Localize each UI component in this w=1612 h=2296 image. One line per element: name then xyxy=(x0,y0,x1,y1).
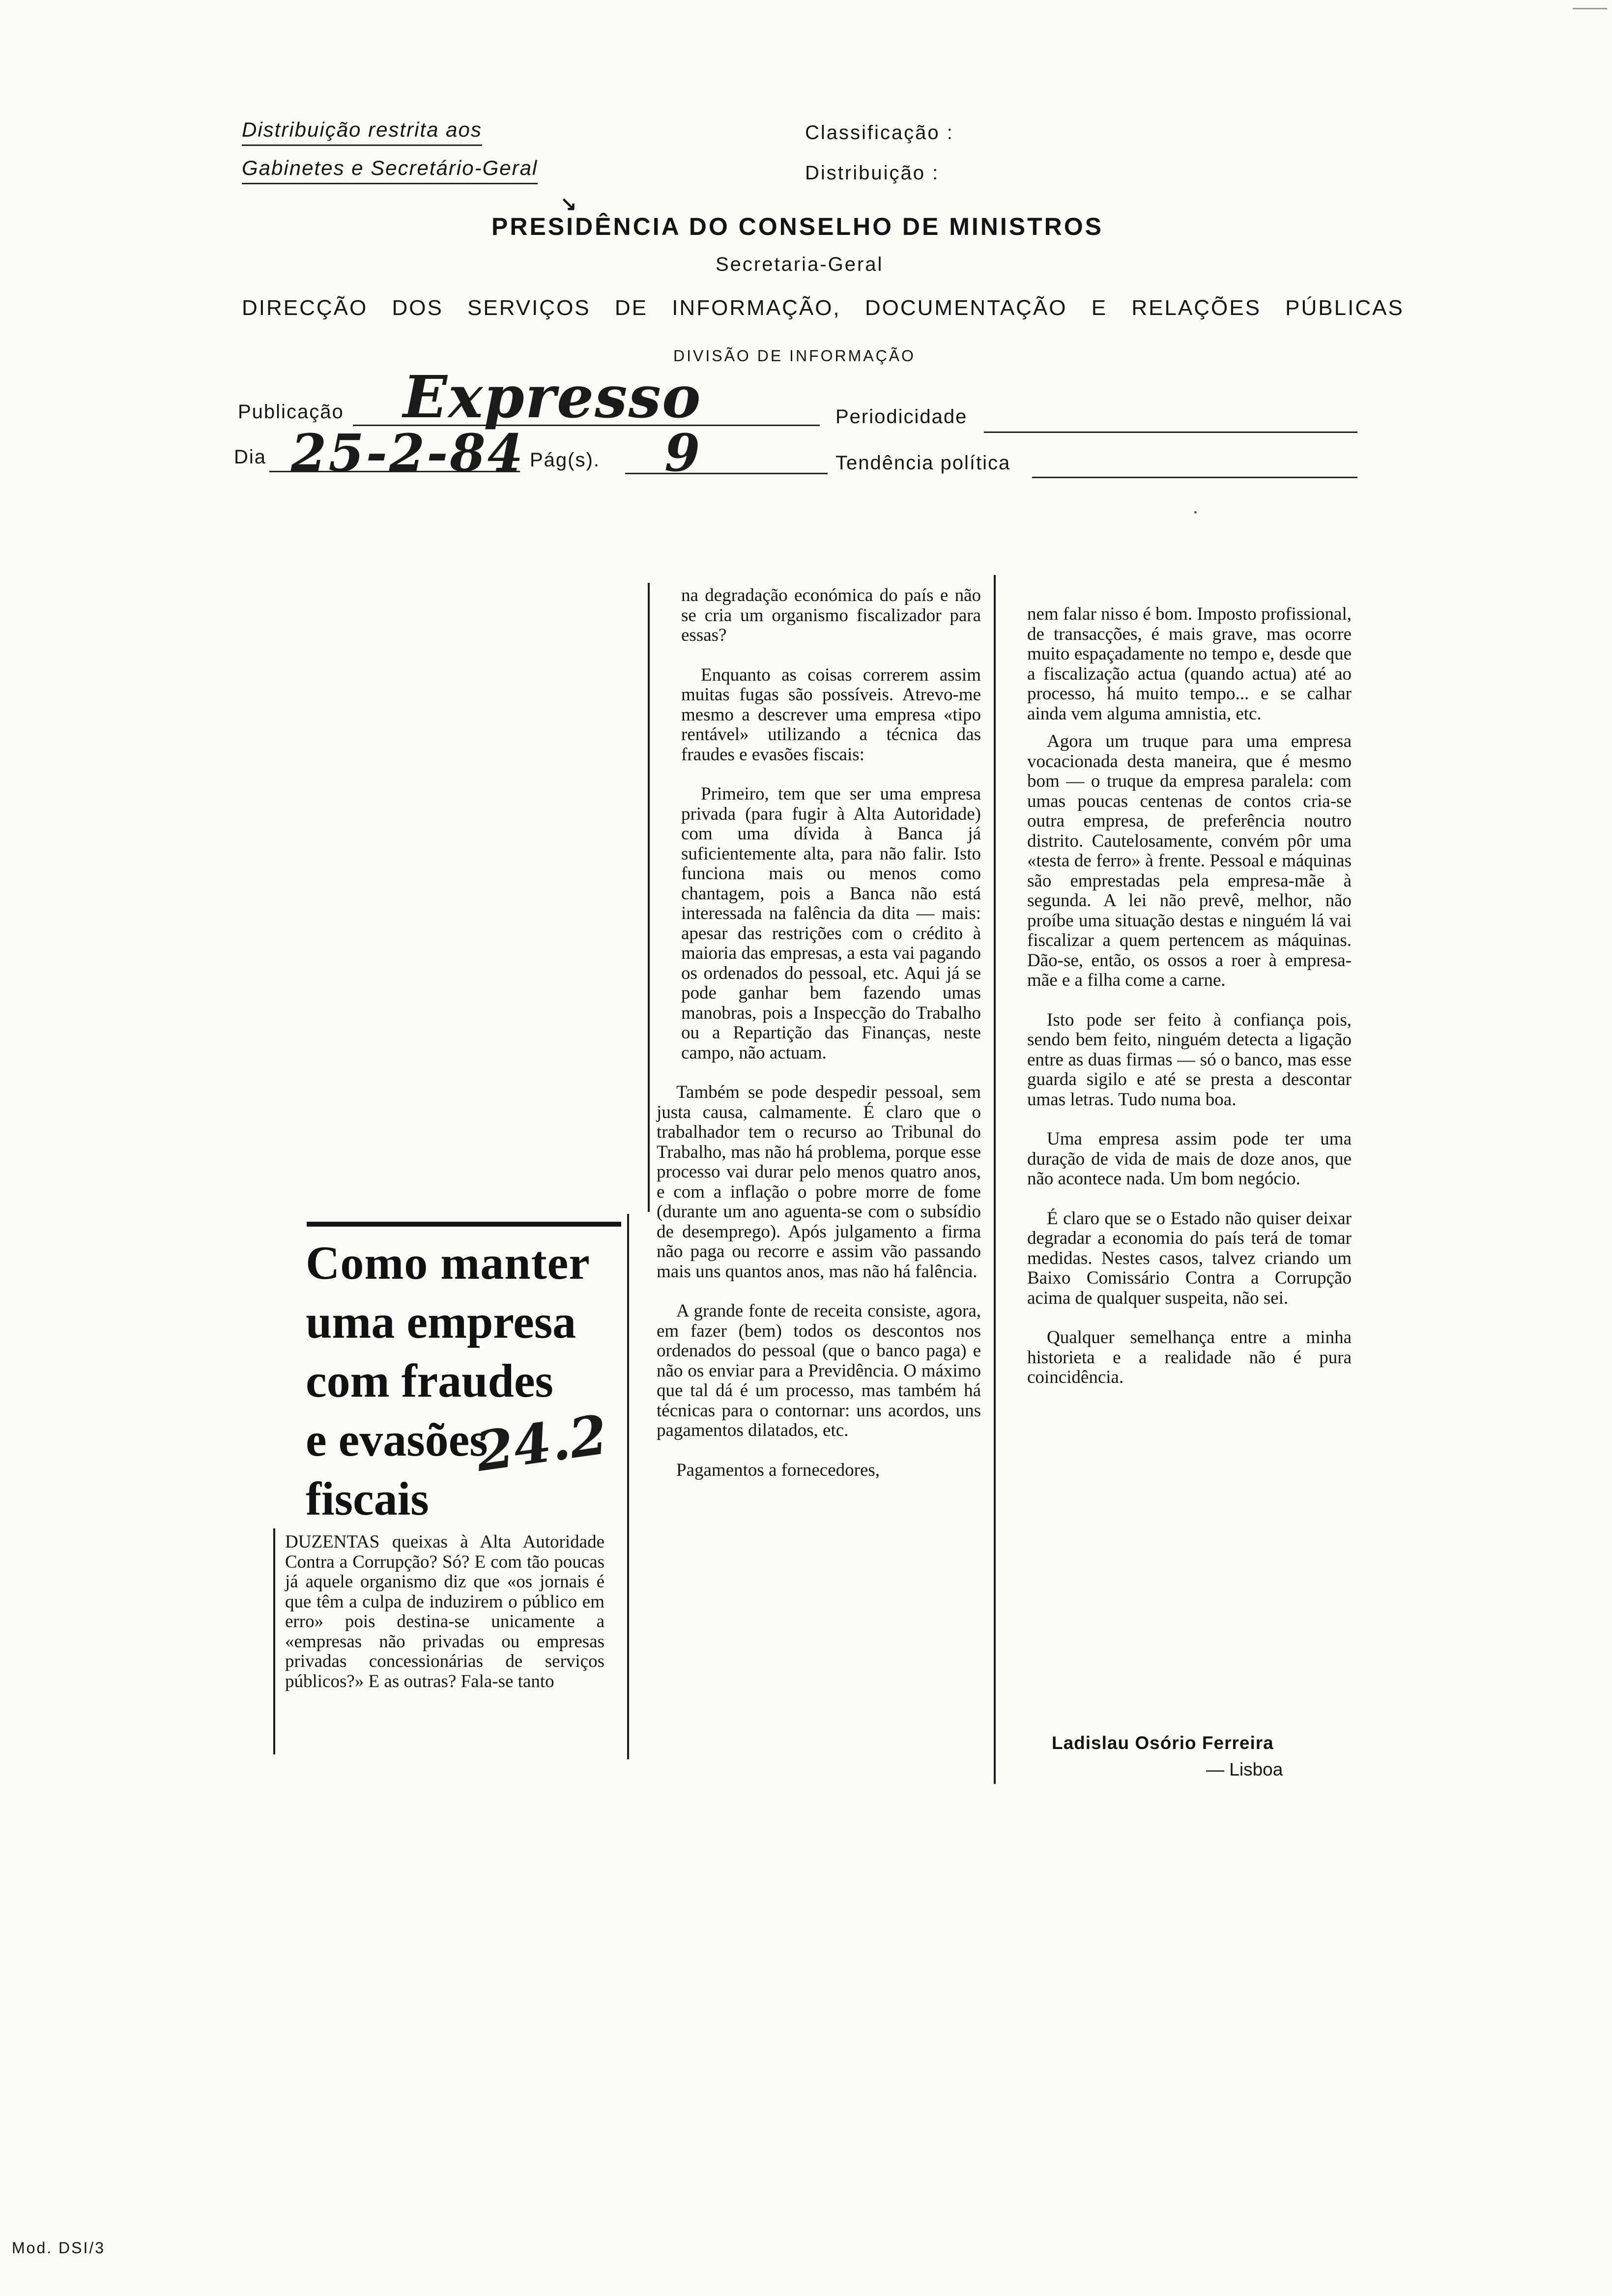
headline-line-4: e evasões xyxy=(306,1413,488,1466)
pags-label: Pág(s). xyxy=(530,449,600,471)
article-column-1 xyxy=(285,1532,604,1711)
column-2-paragraph-2: Enquanto as coisas correrem assim muitas fugas são possíveis. Atrevo-me mesmo a descrever uma empresa «tipo rentável» utilizando a técnica das fraudes e evasões fiscais: xyxy=(681,664,981,765)
divisao-informacao: DIVISÃO DE INFORMAÇÃO xyxy=(673,347,916,365)
article-column-3 xyxy=(1027,604,1352,1407)
pags-handwritten: 9 xyxy=(664,423,700,483)
pags-line xyxy=(625,473,828,474)
restricted-distribution-line-2: Gabinetes e Secretário-Geral xyxy=(242,156,538,184)
form-model-code: Mod. DSI/3 xyxy=(12,2239,106,2257)
column-rule-3 xyxy=(994,575,996,1784)
direccao-line: DIRECÇÃO DOS SERVIÇOS DE INFORMAÇÃO, DOCUMENTAÇÃO E RELAÇÕES PÚBLICAS xyxy=(242,296,1404,320)
distribuicao-label: Distribuição : xyxy=(805,162,940,184)
dia-handwritten: 25-2-84 xyxy=(291,423,525,483)
headline-line-5: fiscais xyxy=(306,1472,429,1525)
secretaria-geral: Secretaria-Geral xyxy=(716,254,884,275)
scan-edge-mark xyxy=(1573,8,1607,9)
tendencia-line xyxy=(1032,477,1357,478)
column-2-paragraph-4: Também se pode despedir pessoal, sem justa causa, calmamente. É claro que o trabalhador tem o recurso ao Tribunal do Trabalho, mas não há problema, porque esse processo vai durar pelo menos quatro anos, e com a inflação o pobre morre de fome (durante um ano aguenta-se com o subsídio de desemprego). Após julgamento a firma não paga ou recorre e assim vão passando mais uns quantos anos, mas não há falência. xyxy=(657,1082,981,1282)
classificacao-label: Classificação : xyxy=(805,122,954,144)
column-3-paragraph-4: Uma empresa assim pode ter uma duração de vida de mais de doze anos, que não acontece nada. Um bom negócio. xyxy=(1027,1129,1352,1189)
presidencia-title: PRESIDÊNCIA DO CONSELHO DE MINISTROS xyxy=(491,213,1104,240)
dia-label: Dia xyxy=(234,446,267,468)
restricted-distribution-line-1: Distribuição restrita aos xyxy=(242,118,482,146)
column-3-paragraph-2: Agora um truque para uma empresa vocacionada desta maneira, que é mesmo bom — o truque da empresa paralela: com umas poucas centenas de contos cria-se outra empresa, de preferência noutro distrito. Cautelosamente, convém pôr uma «testa de ferro» à frente. Pessoal e máquinas são emprestadas pela empresa-mãe à segunda. A lei não prevê, melhor, não proíbe uma situação destas e ninguém lá vai fiscalizar a quem pertencem as máquinas. Dão-se, então, os ossos a roer à empresa-mãe e a filha come a carne. xyxy=(1027,731,1352,990)
column-3-paragraph-5: É claro que se o Estado não quiser deixar degradar a economia do país terá de tomar medidas. Nestes casos, talvez criando um Baixo Comissário Contra a Corrupção acima de qualquer suspeita, não sei. xyxy=(1027,1208,1352,1308)
periodicidade-line xyxy=(984,431,1357,433)
headline-line-3: com fraudes xyxy=(306,1354,553,1407)
column-2-paragraph-5: A grande fonte de receita consiste, agora, em fazer (bem) todos os descontos nos ordenados do pessoal (que o banco paga) e não os enviar para a Previdência. O máximo que tal dá é um processo, mas também há técnicas para o contornar: uns acordos, uns pagamentos dilatados, etc. xyxy=(657,1301,981,1440)
signature-name: Ladislau Osório Ferreira xyxy=(1052,1733,1274,1753)
periodicidade-label: Periodicidade xyxy=(835,406,968,428)
scan-speck xyxy=(1194,511,1197,514)
column-1-left-rule xyxy=(273,1528,275,1754)
signature-place: — Lisboa xyxy=(1206,1759,1283,1779)
column-1-paragraph: DUZENTAS queixas à Alta Autoridade Contra a Corrupção? Só? E com tão poucas já aquele organismo diz que «os jornais é que têm a culpa de induzirem o público em erro» pois destina-se unicamente a «empresas não privadas ou empresas privadas concessionárias de serviços públicos?» E as outras? Fala-se tanto xyxy=(285,1532,604,1692)
column-2-paragraph-6: Pagamentos a fornecedores, xyxy=(676,1460,880,1480)
tendencia-label: Tendência política xyxy=(835,452,1011,474)
column-3-paragraph-3: Isto pode ser feito à confiança pois, sendo bem feito, ninguém detecta a ligação entre as duas firmas — só o banco, mas esse guarda sigilo e até se presta a descontar umas letras. Tudo numa boa. xyxy=(1027,1009,1352,1110)
column-3-paragraph-1: nem falar nisso é bom. Imposto profissional, de transacções, é mais grave, mas ocorre muito espaçadamente no tempo e, desde que a fiscalização actua (quando actua) até ao processo, há muito tempo... e se calhar ainda vem alguma amnistia, etc. xyxy=(1027,604,1352,724)
headline-top-rule xyxy=(307,1222,621,1227)
column-rule-2b xyxy=(627,1214,629,1759)
headline-line-2: uma empresa xyxy=(306,1295,576,1348)
article-headline xyxy=(306,1234,630,1528)
handwritten-date-note: 24.2 xyxy=(472,1402,611,1484)
publicacao-label: Publicação xyxy=(238,401,344,423)
column-2-paragraph-3: Primeiro, tem que ser uma empresa privada (para fugir à Alta Autoridade) com uma dívida à Banca já suficientemente alta, para não falir. Isto funciona mais ou menos como chantagem, pois a Banca não está interessada na falência da dita — mais: apesar das restrições com o crédito à maioria das empresas, a esta vai pagando os ordenados do pessoal, etc. Aqui já se pode ganhar bem fazendo umas manobras, pois a Inspecção do Trabalho ou a Repartição das Finanças, neste campo, não actuam. xyxy=(681,784,981,1063)
headline-line-1: Como manter xyxy=(306,1236,590,1289)
article-column-2 xyxy=(648,586,981,1500)
column-2-paragraph-1: na degradação económica do país e não se cria um organismo fiscalizador para essas? xyxy=(681,585,981,645)
column-3-paragraph-6: Qualquer semelhança entre a minha historieta e a realidade não é pura coincidência. xyxy=(1027,1327,1352,1387)
publicacao-handwritten: Expresso xyxy=(403,363,702,431)
check-mark-icon: ↘ xyxy=(560,193,577,215)
